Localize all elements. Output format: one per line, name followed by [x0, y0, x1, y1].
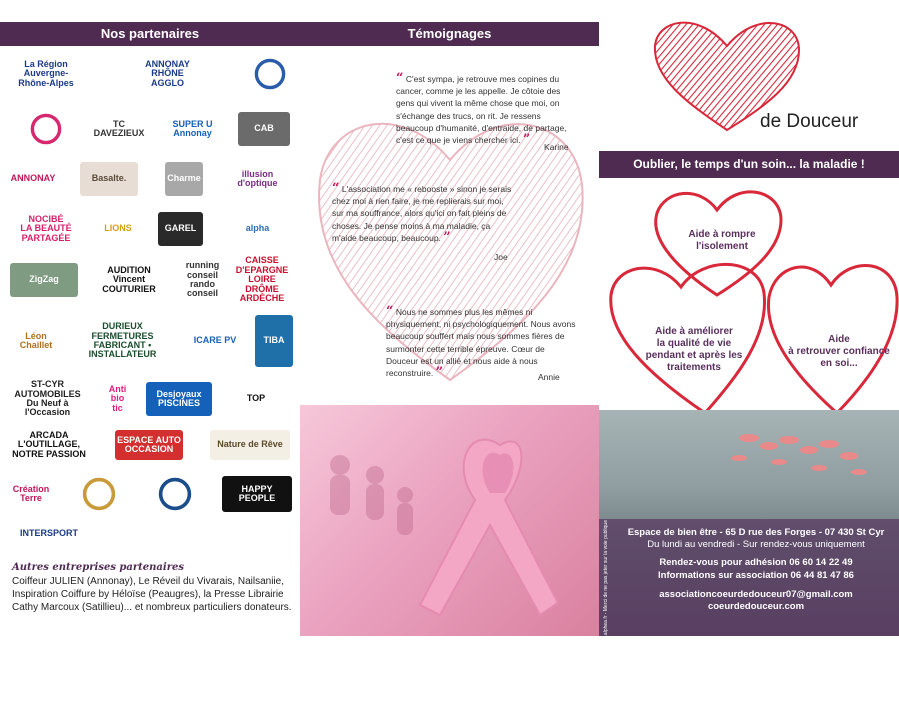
st-cyr-automobiles-logo: ST-CYR AUTOMOBILES Du Neuf à l'Occasion — [10, 382, 85, 416]
brand-name: de Douceur — [760, 111, 859, 132]
tiba-logo: TIBA — [255, 315, 293, 367]
crest-logo — [250, 57, 290, 91]
charme-logo: Charme — [165, 162, 203, 196]
intersport-logo: INTERSPORT — [10, 520, 88, 548]
running-conseil-logo: running conseil rando conseil — [180, 263, 225, 297]
top-logo: TOP — [225, 382, 287, 416]
super-u-logo: SUPER U Annonay — [165, 112, 220, 146]
nature-de-reve-logo: Nature de Rêve — [210, 430, 290, 460]
opening-hours: Du lundi au vendredi - Sur rendez-vous uniquement — [647, 539, 865, 550]
address: Espace de bien être - 65 D rue des Forges - 07 430 St Cyr — [627, 527, 885, 538]
basalte-logo: Basalte. — [80, 162, 138, 196]
arcada-logo: ARCADA L'OUTILLAGE, NOTRE PASSION — [10, 430, 88, 460]
sweets-logo — [80, 476, 118, 512]
annonay-agglo-logo: ANNONAY RHÔNE AGGLO — [130, 57, 205, 91]
alpha-logo: alpha — [225, 212, 290, 246]
lions-logo: LIONS — [100, 212, 136, 246]
durieux-logo: DURIEUX FERMETURES FABRICANT • INSTALLATEUR — [80, 315, 165, 367]
heart-text-isolation: Aide à rompre l'isolement — [688, 229, 756, 252]
heart-text-confidence: Aide à retrouver confiance en soi... — [788, 334, 890, 369]
zigzag-logo: ZigZag — [10, 263, 78, 297]
testimonials-panel — [300, 0, 599, 636]
garel-logo: GAREL — [158, 212, 203, 246]
tagline: Oublier, le temps d'un soin... la maladie ! — [599, 151, 899, 178]
testimonial-author-karine: Karine — [544, 142, 569, 152]
testimonial-annie: “ Nous ne sommes plus les mêmes ni physiquement, ni psychologiquement. Nous avons beaucoup souffert mais nous sommes fières de surmonter cette terrible épreuve. Cœur de Douceur est un allié et nous aide à nous reconstruire. ” — [386, 304, 576, 381]
email-link[interactable]: associationcoeurdedouceur07@gmail.com — [659, 589, 853, 600]
other-partners-text: Coiffeur JULIEN (Annonay), Le Réveil du Vivarais, Nailsaniie, Inspiration Coiffure by Héloïse (Peaugres), la Presse Librairie Cathy Marcoux (Satillieu)... et nombreux particuliers donateurs. — [12, 576, 292, 613]
heart-text-quality: Aide à améliorer la qualité de vie pendant et après les traitements — [645, 326, 743, 373]
hearts-outline-icon — [599, 185, 899, 415]
icare-logo: ICARE PV — [190, 315, 240, 367]
testimonial-author-annie: Annie — [538, 372, 560, 382]
cab-logo: CAB — [238, 112, 290, 146]
la-region-logo: La Région Auvergne-Rhône-Alpes — [10, 57, 82, 91]
audition-logo: AUDITION Vincent COUTURIER — [92, 263, 166, 297]
other-partners-title: Autres entreprises partenaires — [12, 562, 184, 573]
le-comptoir-logo — [150, 476, 200, 512]
anti-bio-tic-logo: Anti bio tic — [100, 382, 135, 416]
espace-auto-logo: ESPACE AUTO OCCASION — [115, 430, 183, 460]
partners-title: Nos partenaires — [0, 22, 300, 46]
print-credit: Conception & impression : www.alphea.fr - Merci de ne pas jeter sur la voie publique — [603, 520, 609, 707]
website-link[interactable]: coeurdedouceur.com — [707, 601, 805, 612]
flamingos-icon — [599, 410, 899, 530]
leon-chaillet-logo: Léon Chaillet — [12, 315, 60, 367]
testimonial-karine: “ C'est sympa, je retrouve mes copines du cancer, comme je les appelle. Je côtoie des gens qui vivent la même chose que moi, on s'échange des trucs, on rit. Je ressens beaucoup d'humanité, d'entraide, de partage, c'est ce que je viens chercher ici. ” — [396, 71, 567, 148]
tc-davezieux-logo: TC DAVEZIEUX — [98, 112, 140, 146]
illusion-optique-logo: illusion d'optique — [225, 162, 290, 196]
testimonial-author-joe: Joe — [494, 252, 508, 262]
testimonial-joe: “ L'association me « reboostе » sinon je serais chez moi à rien faire, je me replierais sur moi, sur ma souffrance, alors qu'ici on fait pleins de choses. Je pense moins à ma maladie, ça m'aide beaucoup, beaucoup. ” — [332, 181, 512, 245]
pink-ribbon-icon — [300, 405, 599, 636]
i-love-annonay-logo: ANNONAY — [12, 162, 54, 196]
creation-terre-logo: Création Terre — [10, 476, 52, 512]
happy-people-logo: HAPPY PEOPLE — [222, 476, 292, 512]
testimonials-title: Témoignages — [300, 22, 599, 46]
association-panel — [599, 0, 899, 707]
phone-adhesion: Rendez-vous pour adhésion 06 60 14 22 49 — [659, 557, 853, 568]
pink-ribbon-photo — [300, 405, 599, 636]
partners-panel — [0, 0, 300, 636]
ribbon-logo — [10, 112, 82, 146]
phone-association: Informations sur association 06 44 81 47 86 — [658, 570, 854, 581]
caisse-epargne-logo: CAISSE D'EPARGNE LOIRE DRÔME ARDÈCHE — [232, 263, 292, 297]
desjoyaux-logo: Desjoyaux PISCINES — [146, 382, 212, 416]
nocibe-logo: NOCIBÉ LA BEAUTÉ PARTAGÉE — [10, 212, 82, 246]
